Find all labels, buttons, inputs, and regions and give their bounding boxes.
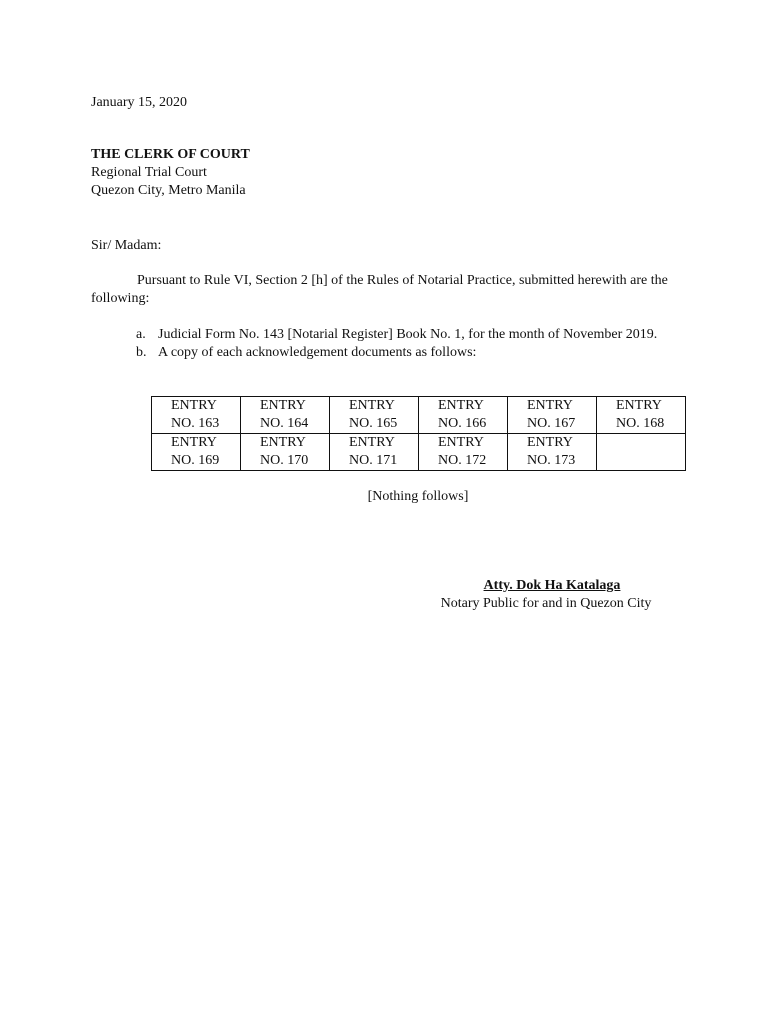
entry-label: ENTRY [171,398,217,413]
entry-number: NO. 163 [171,416,220,431]
entry-cell [330,397,419,434]
addressee-name: THE CLERK OF COURT [91,147,250,162]
salutation: Sir/ Madam: [91,238,162,253]
list-item [91,344,671,362]
entry-label: ENTRY [616,398,662,413]
signatory-name: Atty. Dok Ha Katalaga [483,578,621,593]
submission-list [91,326,671,362]
entry-number: NO. 167 [527,416,576,431]
entry-number: NO. 171 [349,453,398,468]
table-row [152,397,686,434]
letter-date: January 15, 2020 [91,95,188,110]
addressee-line-1: Regional Trial Court [91,165,207,180]
list-item-text: Judicial Form No. 143 [Notarial Register] Book No. 1, for the month of November 2019. [158,327,658,342]
entry-cell [152,434,241,471]
entry-label: ENTRY [438,435,484,450]
entry-cell [508,397,597,434]
list-marker: a. [136,327,146,342]
entry-label: ENTRY [171,435,217,450]
entry-label: ENTRY [260,435,306,450]
entry-cell [597,397,686,434]
entry-number: NO. 166 [438,416,487,431]
body-paragraph: Pursuant to Rule VI, Section 2 [h] of the Rules of Notarial Practice, submitted herewith are the following: [91,273,668,306]
entries-table [151,396,686,471]
entry-label: ENTRY [349,435,395,450]
entry-number: NO. 169 [171,453,220,468]
list-marker: b. [136,345,147,360]
entry-label: ENTRY [349,398,395,413]
entry-cell [152,397,241,434]
entry-label: ENTRY [527,435,573,450]
entry-label: ENTRY [438,398,484,413]
table-row [152,434,686,471]
entry-number: NO. 173 [527,453,576,468]
entry-number: NO. 170 [260,453,309,468]
addressee-line-2: Quezon City, Metro Manila [91,183,246,198]
entry-cell [419,434,508,471]
nothing-follows: [Nothing follows] [367,489,469,504]
entry-cell [241,434,330,471]
entry-cell [241,397,330,434]
entry-number: NO. 172 [438,453,487,468]
entry-label: ENTRY [260,398,306,413]
empty-cell [597,434,686,471]
signature-block [420,577,672,613]
signatory-title: Notary Public for and in Quezon City [440,596,652,611]
list-item [91,326,671,344]
entry-number: NO. 164 [260,416,309,431]
addressee-block [91,146,250,200]
entry-cell [419,397,508,434]
entry-number: NO. 168 [616,416,665,431]
entry-label: ENTRY [527,398,573,413]
entry-number: NO. 165 [349,416,398,431]
entry-cell [330,434,419,471]
list-item-text: A copy of each acknowledgement documents as follows: [158,345,477,360]
entry-cell [508,434,597,471]
